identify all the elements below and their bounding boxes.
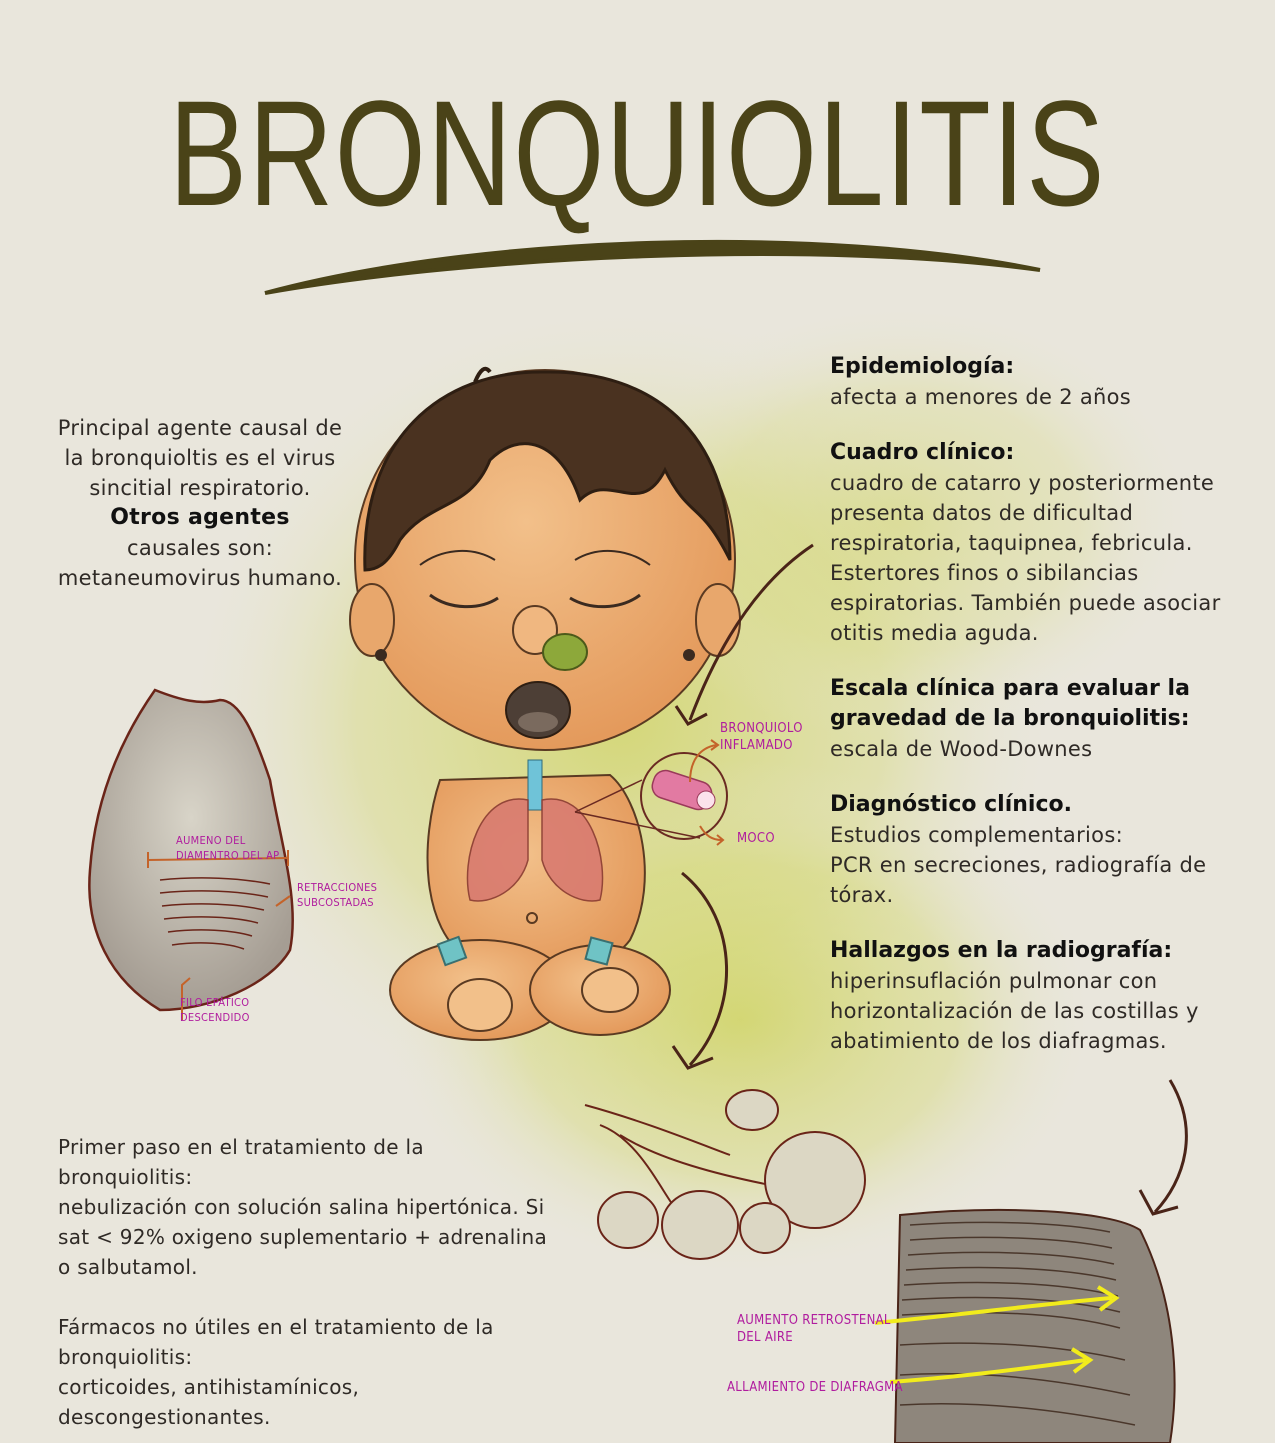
section-line: Estertores finos o sibilancias xyxy=(830,561,1139,585)
section-line: presenta datos de dificultad xyxy=(830,501,1134,525)
intro-line: metaneumovirus humano. xyxy=(57,566,343,590)
section-heading: Diagnóstico clínico. xyxy=(830,792,1072,817)
treatment-line: nebulización con solución salina hipertónica. Si xyxy=(58,1195,545,1219)
label-aplanamiento-diafragma: ALLAMIENTO DE DIAFRAGMA xyxy=(727,1380,903,1395)
treatment-line: o salbutamol. xyxy=(58,1255,198,1279)
section-line: tórax. xyxy=(830,883,894,907)
treatment-line: bronquiolitis: xyxy=(58,1165,193,1189)
treatment-line: corticoides, antihistamínicos, xyxy=(58,1375,360,1399)
section-line: otitis media aguda. xyxy=(830,621,1039,645)
treatment-line: descongestionantes. xyxy=(58,1405,271,1429)
label-line: AUMENO DEL xyxy=(176,834,246,847)
treatment-line: bronquiolitis: xyxy=(58,1345,193,1369)
section-epidemiologia xyxy=(830,352,1250,412)
label-moco: MOCO xyxy=(737,831,775,846)
section-hallazgos xyxy=(830,936,1250,1056)
section-cuadro-clinico xyxy=(830,438,1250,648)
label-line: DESCENDIDO xyxy=(180,1011,250,1024)
label-aumento-retrostenal xyxy=(737,1312,891,1346)
label-line: DIAMENTRO DEL AP xyxy=(176,849,280,862)
intro-line: Principal agente causal de xyxy=(57,416,343,440)
intro-line: sincitial respiratorio. xyxy=(89,476,311,500)
treatment-block xyxy=(58,1132,578,1432)
section-line: cuadro de catarro y posteriormente xyxy=(830,471,1215,495)
label-line: FILO EPÁTICO xyxy=(180,996,250,1009)
label-line: AUMENTO RETROSTENAL xyxy=(737,1313,891,1328)
xray-illustration xyxy=(875,1210,1175,1443)
section-line: horizontalización de las costillas y xyxy=(830,999,1199,1023)
label-line: INFLAMADO xyxy=(720,738,793,753)
label-line: BRONQUIOLO xyxy=(720,721,803,736)
section-line: escala de Wood-Downes xyxy=(830,737,1093,761)
label-retracciones xyxy=(297,880,377,910)
section-heading: Escala clínica para evaluar la xyxy=(830,676,1190,701)
section-heading-line2: gravedad de la bronquiolitis: xyxy=(830,706,1190,731)
intro-block xyxy=(50,413,350,593)
section-escala-clinica xyxy=(830,674,1250,764)
section-line: PCR en secreciones, radiografía de xyxy=(830,853,1207,877)
intro-heading: Otros agentes xyxy=(110,505,290,530)
treatment-line: sat < 92% oxigeno suplementario + adrenalina xyxy=(58,1225,548,1249)
label-line: RETRACCIONES xyxy=(297,881,378,894)
section-diagnostico xyxy=(830,790,1250,910)
label-filo-epatico xyxy=(180,995,250,1025)
section-heading: Hallazgos en la radiografía: xyxy=(830,938,1173,963)
info-column xyxy=(830,352,1250,1082)
section-line: abatimiento de los diafragmas. xyxy=(830,1029,1167,1053)
label-line: SUBCOSTADAS xyxy=(297,896,374,909)
section-heading: Cuadro clínico: xyxy=(830,440,1015,465)
label-line: DEL AIRE xyxy=(737,1330,793,1345)
treatment-line: Primer paso en el tratamiento de la xyxy=(58,1135,424,1159)
label-aumento-diametro xyxy=(176,833,279,863)
treatment-line: Fármacos no útiles en el tratamiento de la xyxy=(58,1315,494,1339)
label-bronquiolo-inflamado xyxy=(720,720,803,754)
intro-line: causales son: xyxy=(127,536,273,560)
section-line: Estudios complementarios: xyxy=(830,823,1123,847)
section-line: respiratoria, taquipnea, febricula. xyxy=(830,531,1193,555)
section-heading: Epidemiología: xyxy=(830,354,1015,379)
section-line: hiperinsuflación pulmonar con xyxy=(830,969,1158,993)
page-title: BRONQUIOLITIS xyxy=(169,69,1106,237)
section-line: espiratorias. También puede asociar xyxy=(830,591,1221,615)
intro-line: la bronquioltis es el virus xyxy=(64,446,336,470)
section-line: afecta a menores de 2 años xyxy=(830,385,1132,409)
